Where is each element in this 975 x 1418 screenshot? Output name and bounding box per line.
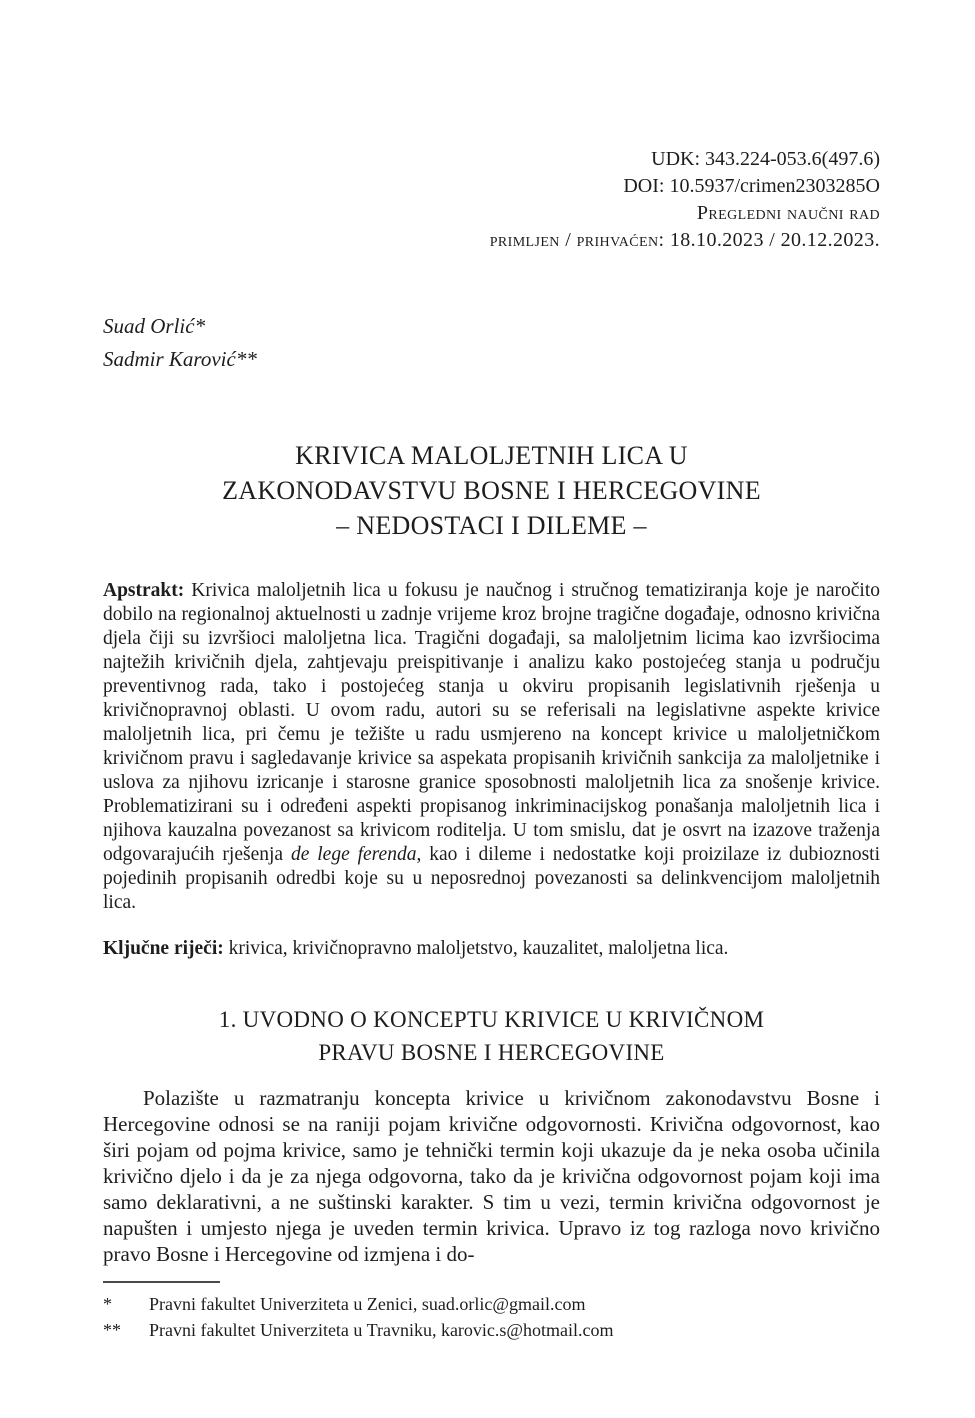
author-name [103, 343, 880, 376]
footnote-text: Pravni fakultet Univerziteta u Zenici, suad.orlic@gmail.com [149, 1294, 586, 1314]
abstract-text: Krivica maloljetnih lica u fokusu je naučnog i stručnog tematiziranja koje je naročito dobilo na regionalnoj aktuelnosti u zadnje vrijeme kroz brojne tragične događaje, odnosno krivična djela čiji su izvršioci maloljetna lica. Tragični događaji, sa maloljetnim licima kao izvršiocima najtežih krivičnih djela, zahtjevaju preispitivanje i analizu kako postojećeg stanja u području preventivnog rada, tako i postojećeg stanja u okviru propisanih legislativnih rješenja u krivičnopravnoj oblasti. U ovom radu, autori su se referisali na legislativne aspekte krivice maloljetnih lica, pri čemu je težište u radu usmjereno na koncept krivice u maloljetničkom krivičnom pravu i sagledavanje krivice sa aspekata propisanih krivičnih sankcija za maloljetnike i uslova za njihovu izricanje i starosne granice sposobnosti maloljetnih lica za snošenje krivice. Problematizirani su i određeni aspekti propisanog inkriminacijskog ponašanja maloljetnih lica i njihova kauzalna povezanost sa krivicom roditelja. U tom smislu, dat je osvrt na izazove traženja odgovarajućih rješenja [103, 580, 881, 865]
author-footnote-mark: * [194, 314, 206, 338]
footnote-mark: * [103, 1294, 112, 1314]
author-footnote-mark: ** [235, 347, 257, 371]
keywords-text: krivica, krivičnopravno maloljetstvo, kauzalitet, maloljetna lica. [228, 938, 729, 959]
footnote-row [103, 1317, 880, 1343]
received-accepted-dates: primljen / prihvaćen: 18.10.2023 / 20.12.2023. [489, 229, 880, 251]
footnote-mark: ** [103, 1320, 121, 1340]
doi-number: DOI: 10.5937/crimen2303285O [623, 175, 880, 197]
author-name-text: Suad Orlić [103, 314, 195, 338]
section-heading [103, 1003, 880, 1069]
footnote-separator-rule [103, 1281, 220, 1283]
footnotes-block [103, 1281, 880, 1343]
section-heading-line: PRAVU BOSNE I HERCEGOVINE [318, 1040, 665, 1065]
latin-phrase: de lege ferenda [290, 844, 417, 865]
abstract-text: , kao i dileme i nedostatke koji proizilaze iz dubioznosti pojedinih propisanih odredbi koje su u neposrednoj povezanosti sa delinkvencijom maloljetnih lica. [103, 844, 880, 913]
abstract-label: Apstrakt: [103, 580, 185, 601]
keywords-paragraph [103, 937, 880, 961]
section-heading-line: 1. UVODNO O KONCEPTU KRIVICE U KRIVIČNOM [218, 1007, 765, 1032]
author-list [103, 310, 880, 376]
author-name [103, 310, 880, 343]
article-meta [103, 146, 880, 254]
footnote-text: Pravni fakultet Univerziteta u Travniku, karovic.s@hotmail.com [149, 1320, 614, 1340]
article-title-line: KRIVICA MALOLJETNIH LICA U [295, 441, 688, 470]
article-title [103, 438, 880, 543]
keywords-label: Ključne riječi: [103, 938, 224, 959]
article-title-line: – NEDOSTACI I DILEME – [336, 511, 647, 540]
article-type: Pregledni naučni rad [696, 202, 880, 224]
body-paragraph: Polazište u razmatranju koncepta krivice u krivičnom zakonodavstvu Bosne i Hercegovine odnosi se na raniji pojam krivične odgovornosti. Krivična odgovornost, kao širi pojam od pojma krivice, samo je tehnički termin koji ukazuje da je neka osoba učinila krivično djelo i da je za njega odgovorna, tako da je krivična odgovornost pojam koji ima samo deklarativni, a ne suštinski karakter. S tim u vezi, termin krivična odgovornost je napušten i umjesto njega je uveden termin krivica. Upravo iz tog razloga novo krivično pravo Bosne i Hercegovine od izmjena i do- [103, 1086, 880, 1266]
article-title-line: ZAKONODAVSTVU BOSNE I HERCEGOVINE [222, 476, 761, 505]
abstract-paragraph [103, 579, 880, 915]
author-name-text: Sadmir Karović [103, 347, 236, 371]
udk-number: UDK: 343.224-053.6(497.6) [651, 148, 880, 170]
footnote-row [103, 1291, 880, 1317]
